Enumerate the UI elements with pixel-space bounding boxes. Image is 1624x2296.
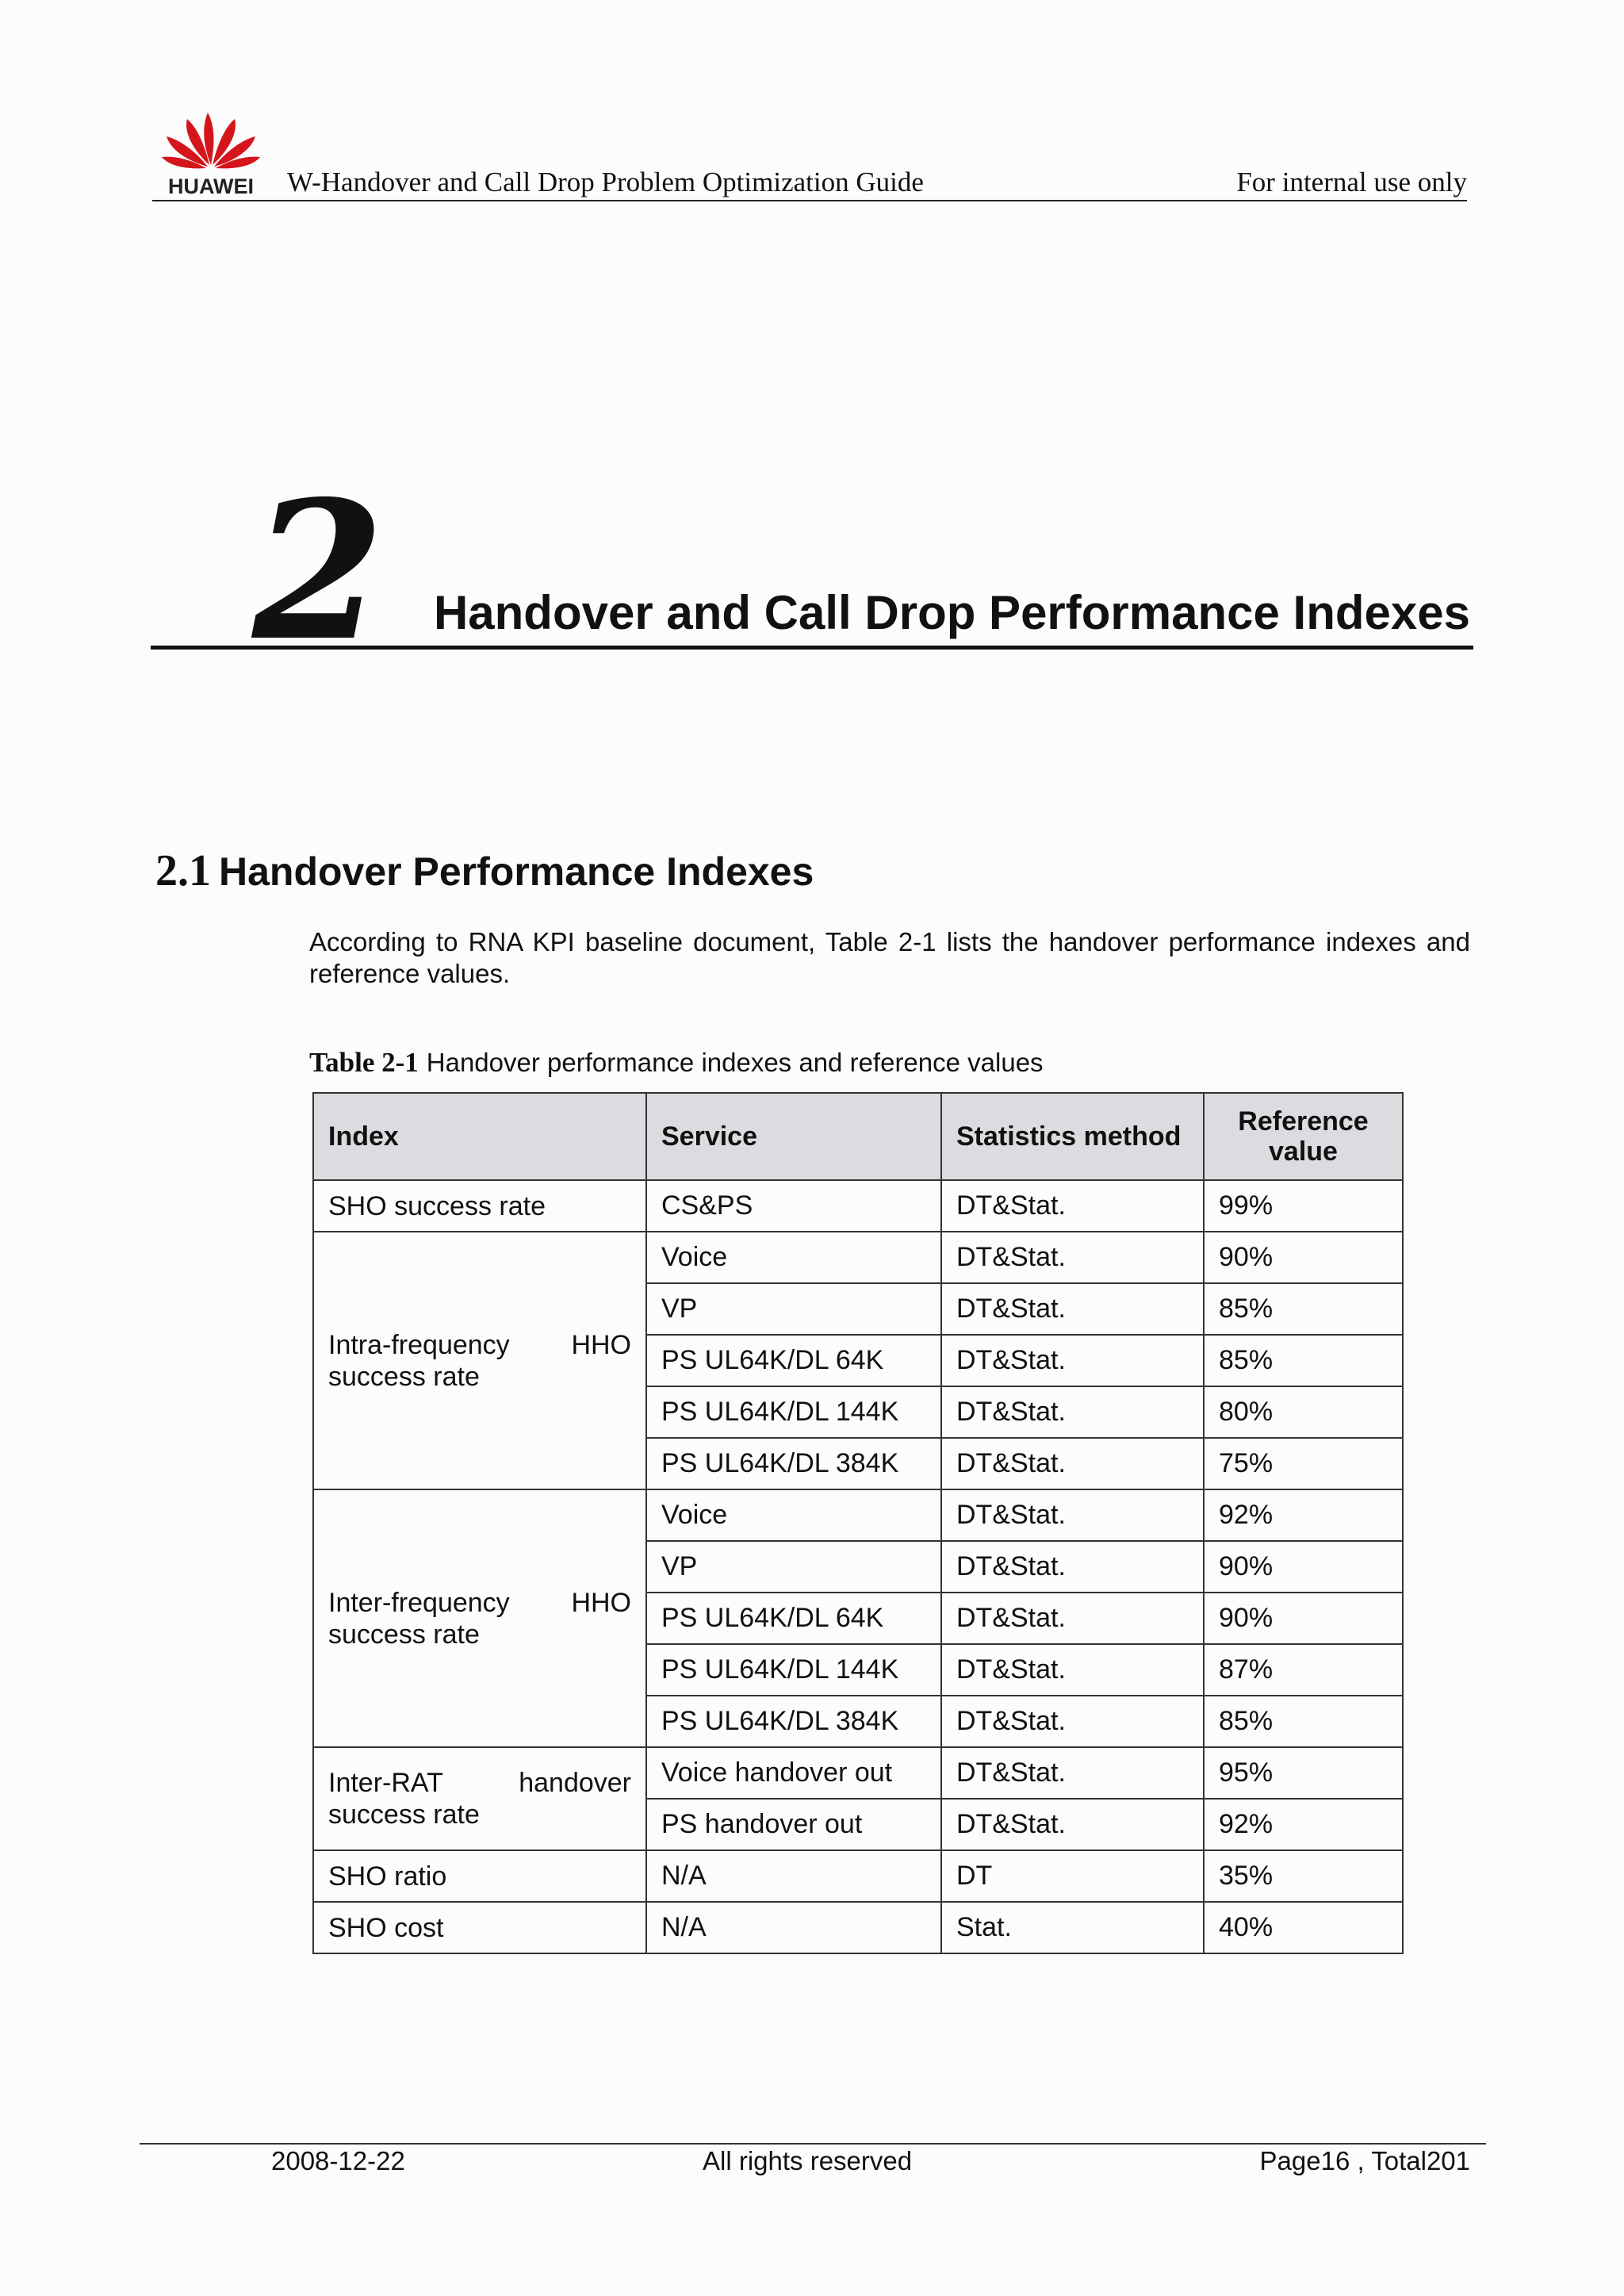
section-number: 2.1 — [155, 846, 211, 895]
service-cell: PS handover out — [646, 1799, 941, 1850]
reference-value-cell: 92% — [1204, 1799, 1403, 1850]
service-cell: N/A — [646, 1902, 941, 1953]
reference-value-cell: 40% — [1204, 1902, 1403, 1953]
logo-wordmark: HUAWEI — [168, 174, 254, 197]
table-row — [313, 1850, 1403, 1902]
table-row — [313, 1489, 1403, 1541]
reference-value-cell: 90% — [1204, 1232, 1403, 1283]
service-cell: VP — [646, 1541, 941, 1593]
footer-page-number: Page16 , Total201 — [1259, 2146, 1470, 2175]
service-cell: PS UL64K/DL 64K — [646, 1593, 941, 1644]
service-cell: CS&PS — [646, 1180, 941, 1232]
footer-rights: All rights reserved — [703, 2146, 913, 2175]
index-cell: Inter-RAT handover success rate — [313, 1747, 646, 1850]
huawei-logo-icon — [159, 94, 263, 197]
statistics-method-cell: DT&Stat. — [941, 1644, 1204, 1696]
reference-value-cell: 85% — [1204, 1283, 1403, 1335]
chapter-number: 2 — [252, 459, 385, 683]
table-caption-text: Handover performance indexes and reference values — [426, 1048, 1044, 1077]
index-cell: Inter-frequency HHO success rate — [313, 1489, 646, 1747]
statistics-method-cell: DT&Stat. — [941, 1438, 1204, 1489]
table-row — [313, 1232, 1403, 1283]
statistics-method-cell: DT&Stat. — [941, 1747, 1204, 1799]
column-header-index: Index — [313, 1093, 646, 1180]
chapter-divider — [151, 646, 1473, 650]
reference-value-cell: 87% — [1204, 1644, 1403, 1696]
table-row — [313, 1180, 1403, 1232]
statistics-method-cell: DT&Stat. — [941, 1335, 1204, 1386]
service-cell: Voice — [646, 1232, 941, 1283]
footer-date: 2008-12-22 — [271, 2146, 405, 2175]
service-cell: VP — [646, 1283, 941, 1335]
intro-paragraph: According to RNA KPI baseline document, Table 2-1 lists the handover performance indexes and reference values. — [309, 927, 1470, 988]
service-cell: PS UL64K/DL 384K — [646, 1438, 941, 1489]
reference-value-cell: 99% — [1204, 1180, 1403, 1232]
section-title: Handover Performance Indexes — [219, 849, 814, 894]
statistics-method-cell: DT&Stat. — [941, 1232, 1204, 1283]
statistics-method-cell: DT&Stat. — [941, 1593, 1204, 1644]
reference-value-cell: 90% — [1204, 1593, 1403, 1644]
reference-value-cell: 35% — [1204, 1850, 1403, 1902]
reference-value-cell: 90% — [1204, 1541, 1403, 1593]
statistics-method-cell: Stat. — [941, 1902, 1204, 1953]
footer-divider — [140, 2143, 1486, 2145]
reference-value-cell: 92% — [1204, 1489, 1403, 1541]
header-classification: For internal use only — [1236, 167, 1467, 197]
service-cell: Voice handover out — [646, 1747, 941, 1799]
index-cell: SHO success rate — [313, 1180, 646, 1232]
service-cell: Voice — [646, 1489, 941, 1541]
statistics-method-cell: DT&Stat. — [941, 1541, 1204, 1593]
statistics-method-cell: DT&Stat. — [941, 1283, 1204, 1335]
table-caption-label: Table 2-1 — [309, 1047, 419, 1078]
table-row — [313, 1902, 1403, 1953]
statistics-method-cell: DT — [941, 1850, 1204, 1902]
reference-value-cell: 80% — [1204, 1386, 1403, 1438]
statistics-method-cell: DT&Stat. — [941, 1180, 1204, 1232]
reference-value-cell: 75% — [1204, 1438, 1403, 1489]
statistics-method-cell: DT&Stat. — [941, 1696, 1204, 1747]
statistics-method-cell: DT&Stat. — [941, 1489, 1204, 1541]
table-row — [313, 1747, 1403, 1799]
handover-kpi-table — [312, 1092, 1404, 1954]
header-divider — [152, 200, 1467, 201]
index-cell: SHO ratio — [313, 1850, 646, 1902]
column-header-service: Service — [646, 1093, 941, 1180]
reference-value-cell: 95% — [1204, 1747, 1403, 1799]
index-cell: Intra-frequency HHO success rate — [313, 1232, 646, 1489]
service-cell: PS UL64K/DL 384K — [646, 1696, 941, 1747]
reference-value-cell: 85% — [1204, 1335, 1403, 1386]
statistics-method-cell: DT&Stat. — [941, 1386, 1204, 1438]
chapter-title: Handover and Call Drop Performance Indexes — [433, 586, 1470, 639]
section-heading — [155, 845, 814, 896]
table-header-row — [313, 1093, 1403, 1180]
service-cell: PS UL64K/DL 144K — [646, 1386, 941, 1438]
index-cell: SHO cost — [313, 1902, 646, 1953]
table-body — [313, 1180, 1403, 1953]
statistics-method-cell: DT&Stat. — [941, 1799, 1204, 1850]
service-cell: PS UL64K/DL 144K — [646, 1644, 941, 1696]
header-document-title: W-Handover and Call Drop Problem Optimization Guide — [287, 167, 924, 197]
table-caption — [309, 1047, 1044, 1079]
reference-value-cell: 85% — [1204, 1696, 1403, 1747]
column-header-statistics-method: Statistics method — [941, 1093, 1204, 1180]
column-header-reference-value: Reference value — [1204, 1093, 1403, 1180]
service-cell: PS UL64K/DL 64K — [646, 1335, 941, 1386]
service-cell: N/A — [646, 1850, 941, 1902]
